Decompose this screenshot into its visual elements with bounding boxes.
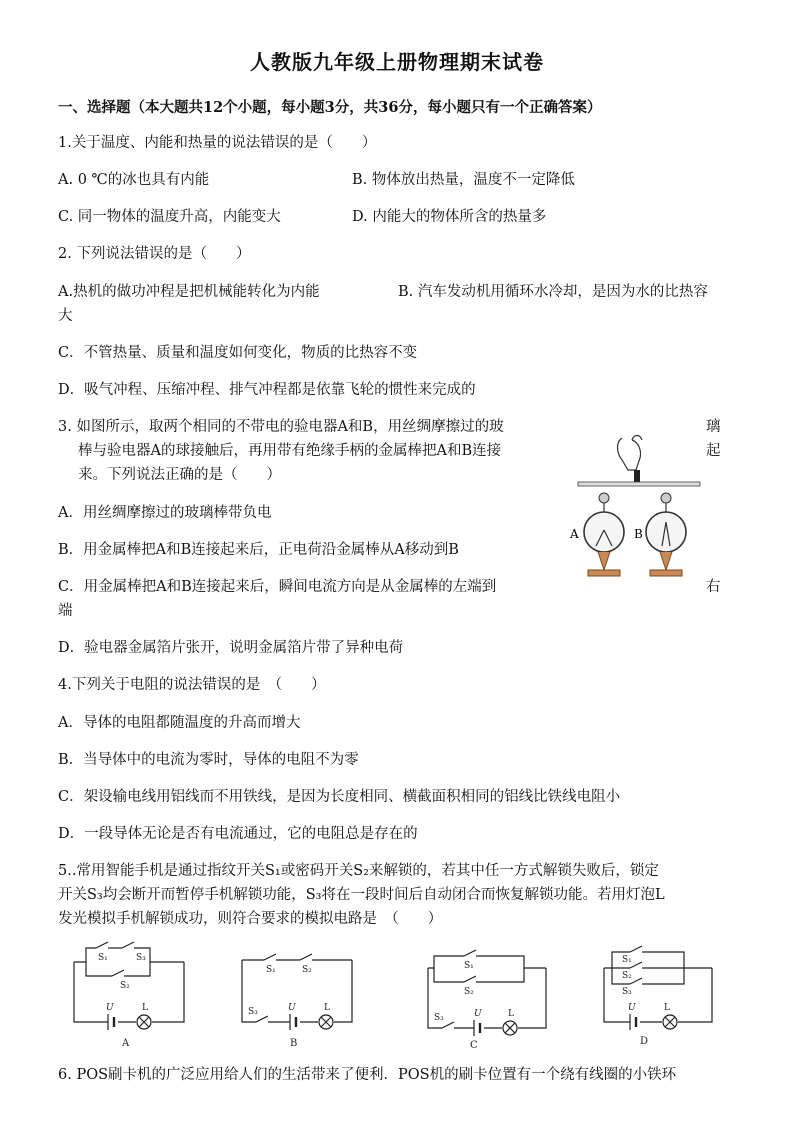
label-c-s3: S₃ [434, 1013, 444, 1023]
page-title: 人教版九年级上册物理期末试卷 [250, 50, 544, 74]
label-d-s3: S₃ [622, 987, 632, 997]
q3-option-d: D．验电器金属箔片张开，说明金属箔片带了异种电荷 [58, 640, 404, 656]
q3-stem-line2-end: 起 [706, 443, 721, 459]
q1-option-a: A. 0 ℃的冰也具有内能 [58, 172, 210, 188]
label-a-s1: S₁ [98, 953, 108, 963]
q2-stem: 2. 下列说法错误的是（ ） [58, 246, 251, 262]
q2-option-b-wrap: 大 [58, 308, 73, 324]
q4-option-c: C．架设输电线用铝线而不用铁线，是因为长度相同、横截面积相同的铝线比铁线电阻小 [58, 789, 621, 805]
label-c-s2: S₂ [464, 987, 474, 997]
q2-option-d: D．吸气冲程、压缩冲程、排气冲程都是依靠飞轮的惯性来完成的 [58, 382, 476, 398]
q1-option-d: D. 内能大的物体所含的热量多 [352, 209, 547, 225]
label-d-s2: S₂ [622, 971, 632, 981]
circuit-b [242, 954, 352, 1030]
label-b-s1: S₁ [266, 965, 276, 975]
label-a-l: L [142, 1003, 148, 1013]
label-b-u: U [288, 1003, 296, 1013]
option-label-d: D [640, 1036, 649, 1047]
fig-label-a: A [570, 527, 579, 541]
q3-option-c: C．用金属棒把A和B连接起来后，瞬间电流方向是从金属棒的左端到 [58, 579, 497, 595]
q4-option-b: B．当导体中的电流为零时，导体的电阻不为零 [58, 752, 359, 768]
q5-stem-line3: 发光模拟手机解锁成功，则符合要求的模拟电路是 （ ） [58, 911, 443, 927]
label-b-s2: S₂ [302, 965, 312, 975]
q4-option-a: A．导体的电阻都随温度的升高而增大 [58, 715, 301, 731]
option-label-c: C [470, 1040, 478, 1050]
section-heading: 一、选择题（本大题共12个小题，每小题3分，共36分，每小题只有一个正确答案） [58, 99, 602, 116]
q3-stem-line1-end: 璃 [706, 419, 721, 435]
label-a-s2: S₂ [120, 981, 130, 991]
q6-stem-line1: 6. POS刷卡机的广泛应用给人们的生活带来了便利．POS机的刷卡位置有一个绕有线圈的小铁环 [58, 1067, 677, 1083]
option-label-b: B [290, 1038, 298, 1049]
q4-stem: 4.下列关于电阻的说法错误的是 （ ） [58, 677, 326, 693]
label-a-u: U [106, 1003, 114, 1013]
q3-option-b: B．用金属棒把A和B连接起来后，正电荷沿金属棒从A移动到B [58, 542, 459, 558]
label-d-s1: S₁ [622, 955, 632, 965]
circuit-c [428, 950, 546, 1036]
q4-option-d: D．一段导体无论是否有电流通过，它的电阻总是存在的 [58, 826, 418, 842]
label-d-l: L [664, 1003, 670, 1013]
q5-stem-line2: 开关S₃均会断开而暂停手机解锁功能，S₃将在一段时间后自动闭合而恢复解锁功能。若用灯泡L [58, 887, 665, 903]
q3-option-c-end: 右 [706, 579, 721, 595]
fig-label-b: B [634, 527, 643, 541]
q5-stem-line1: 5..常用智能手机是通过指纹开关S₁或密码开关S₂来解锁的，若其中任一方式解锁失败后，锁定 [58, 863, 659, 879]
q1-option-b: B. 物体放出热量，温度不一定降低 [352, 172, 575, 188]
q3-stem-line3: 来。下列说法正确的是（ ） [78, 467, 281, 483]
q3-option-a: A．用丝绸摩擦过的玻璃棒带负电 [58, 505, 272, 521]
circuit-d [604, 946, 712, 1030]
label-b-l: L [324, 1003, 330, 1013]
option-label-a: A [122, 1038, 130, 1049]
label-c-l: L [508, 1009, 514, 1019]
label-d-u: U [628, 1003, 636, 1013]
q1-stem: 1.关于温度、内能和热量的说法错误的是（ ） [58, 135, 377, 151]
label-c-s1: S₁ [464, 961, 474, 971]
q2-option-a: A.热机的做功冲程是把机械能转化为内能 [58, 284, 320, 300]
q2-option-b: B. 汽车发动机用循环水冷却，是因为水的比热容 [398, 284, 708, 300]
circuit-diagrams [60, 938, 750, 1050]
label-a-s3: S₃ [136, 953, 146, 963]
q3-stem-line1: 3. 如图所示，取两个相同的不带电的验电器A和B，用丝绸摩擦过的玻 [58, 419, 504, 435]
electroscope-figure [566, 430, 706, 580]
label-c-u: U [474, 1009, 482, 1019]
q3-stem-line2: 棒与验电器A的球接触后，再用带有绝缘手柄的金属棒把A和B连接 [78, 443, 502, 459]
label-b-s3: S₃ [248, 1007, 258, 1017]
q3-option-c-wrap: 端 [58, 603, 73, 619]
q2-option-c: C．不管热量、质量和温度如何变化，物质的比热容不变 [58, 345, 418, 361]
q1-option-c: C. 同一物体的温度升高，内能变大 [58, 209, 281, 225]
